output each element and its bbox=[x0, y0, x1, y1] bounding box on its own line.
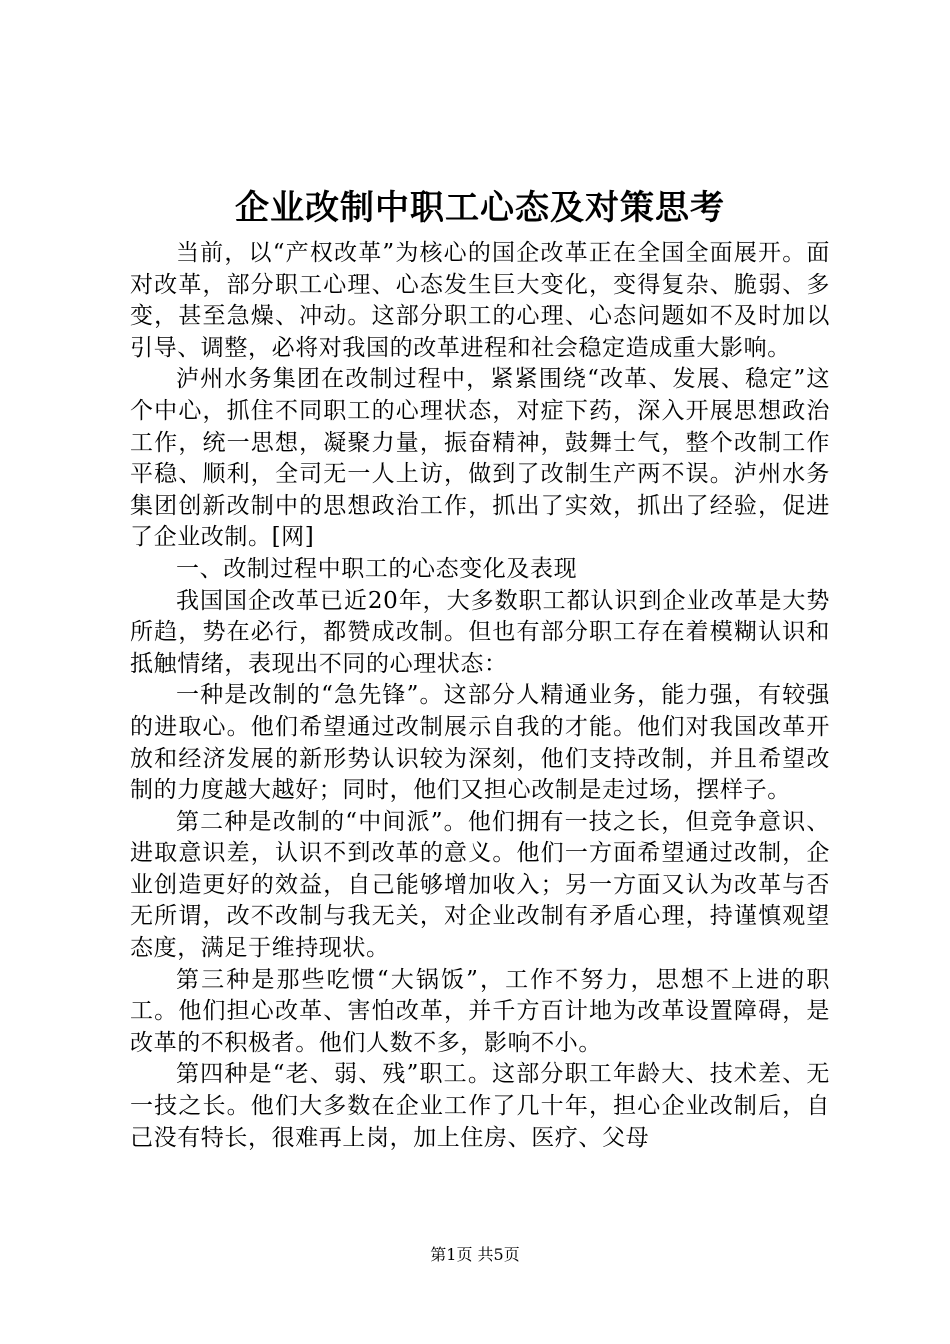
paragraph: 第二种是改制的“中间派”。他们拥有一技之长，但竞争意识、进取意识差，认识不到改革的意义。他们一方面希望通过改制，企业创造更好的效益，自己能够增加收入；另一方面又认为改革与否无所谓，改不改制与我无关，对企业改制有矛盾心理，持谨慎观望态度，满足于维持现状。 bbox=[130, 808, 830, 962]
paragraph: 当前，以“产权改革”为核心的国企改革正在全国全面展开。面对改革，部分职工心理、心态发生巨大变化，变得复杂、脆弱、多变，甚至急燥、冲动。这部分职工的心理、心态问题如不及时加以引导、调整，必将对我国的改革进程和社会稳定造成重大影响。 bbox=[130, 240, 830, 361]
paragraph: 第四种是“老、弱、残”职工。这部分职工年龄大、技术差、无一技之长。他们大多数在企业工作了几十年，担心企业改制后，自己没有特长，很难再上岗，加上住房、医疗、父母 bbox=[130, 1061, 830, 1151]
paragraph: 一种是改制的“急先锋”。这部分人精通业务，能力强，有较强的进取心。他们希望通过改制展示自我的才能。他们对我国改革开放和经济发展的新形势认识较为深刻，他们支持改制，并且希望改制的力度越大越好；同时，他们又担心改制是走过场，摆样子。 bbox=[130, 682, 830, 804]
paragraph: 第三种是那些吃惯“大锅饭”，工作不努力，思想不上进的职工。他们担心改革、害怕改革，并千方百计地为改革设置障碍，是改革的不积极者。他们人数不多，影响不小。 bbox=[130, 966, 830, 1056]
document-body bbox=[130, 238, 830, 1154]
paragraph: 我国国企改革已近20年，大多数职工都认识到企业改革是大势所趋，势在必行，都赞成改制。但也有部分职工存在着模糊认识和抵触情绪，表现出不同的心理状态： bbox=[130, 587, 830, 677]
document-title: 企业改制中职工心态及对策思考 bbox=[235, 188, 725, 228]
page-number-footer: 第1页 共5页 bbox=[430, 1245, 520, 1264]
section-heading: 一、改制过程中职工的心态变化及表现 bbox=[176, 555, 578, 582]
document-page bbox=[130, 182, 830, 1154]
paragraph: 泸州水务集团在改制过程中，紧紧围绕“改革、发展、稳定”这个中心，抓住不同职工的心理状态，对症下药，深入开展思想政治工作，统一思想，凝聚力量，振奋精神，鼓舞士气，整个改制工作平稳、顺利，全司无一人上访，做到了改制生产两不误。泸州水务集团创新改制中的思想政治工作，抓出了实效，抓出了经验，促进了企业改制。[网] bbox=[130, 366, 830, 551]
